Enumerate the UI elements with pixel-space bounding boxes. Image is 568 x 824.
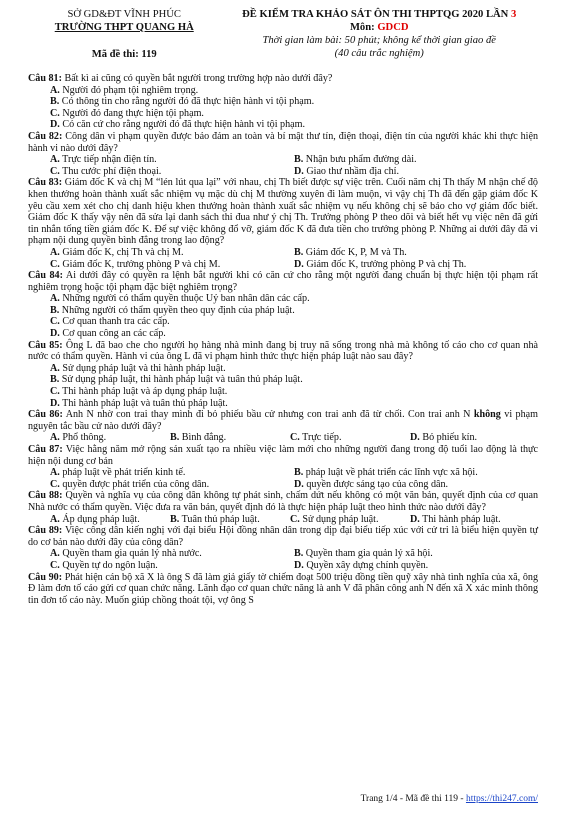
option-letter: B. [50, 304, 60, 316]
option-letter: A. [50, 548, 60, 560]
option-letter: B. [294, 548, 304, 560]
option-text: Có thông tin cho rằng người đó đã thực hiện hành vi tội phạm. [59, 96, 315, 108]
option-letter: B. [50, 96, 60, 108]
question-text: Công dân vi phạm quyền được bảo đảm an toàn và bí mật thư tín, điện thoại, điện tín của người khác khi thực hiện hành vi nào dưới đây? [28, 130, 538, 154]
options-row [28, 154, 538, 166]
option-letter: C. [290, 513, 300, 525]
option-letter: A. [50, 432, 60, 444]
option-c [50, 479, 294, 491]
option-d [294, 166, 538, 178]
option-letter: A. [50, 513, 60, 525]
question-text: Giám đốc K và chị M “lén lút qua lại” với nhau, chị Th biết được sự việc trên. Cuối năm chị Th thấy M nhận chế độ khen thưởng hoàn thành xuất sắc nhiệm vụ mặc dù chị M thường xuyên đi làm muộn, vì vậy chị Th đã đến gặp giám đốc K yêu cầu xem xét cho chị danh hiệu khen thưởng hoàn thành xuất sắc nhiệm vụ nếu không chị sẽ báo cho vợ giám đốc biết. Giám đốc K thấy vậy nên đã sửa lại danh sách thi đua như ý chị Th. Trưởng phòng P theo dõi và biết hết vụ việc nên đã gửi tin nhắn tống tiền giám đốc K. Để sự việc không đổ vỡ, giám đốc K đã đưa tiền cho trưởng phòng P. Những ai dưới đây đã vi phạm nội dung quyền bình đẳng trong lao động? [28, 177, 538, 247]
question-text: Quyền và nghĩa vụ của công dân không tự phát sinh, chấm dứt nếu không có một văn bản, quyết định của cơ quan Nhà nước có thẩm quyền. Việc đưa ra văn bản, quyết định đó là thực hiện pháp luật theo hình thức nào dưới đây? [28, 490, 538, 513]
option-a [50, 548, 294, 560]
option-letter: D. [294, 478, 304, 490]
option-text: Giám đốc K, P, M và Th. [303, 246, 407, 258]
option-text: Quyền xây dựng chính quyền. [303, 559, 429, 571]
option-text: Bỏ phiếu kín. [419, 432, 478, 444]
option-text: Cơ quan công an các cấp. [59, 328, 166, 340]
option-letter: C. [290, 432, 300, 444]
exam-code: Mã đề thi: 119 [91, 49, 157, 60]
option-d [28, 328, 538, 340]
option-letter: C. [50, 386, 60, 398]
question-text: Bất kì ai cũng có quyền bắt người trong trường hợp nào dưới đây? [61, 73, 333, 84]
option-b [170, 514, 290, 526]
header-right [220, 8, 538, 61]
option-text: Người đó phạm tội nghiêm trọng. [59, 84, 199, 96]
option-text: Quyền tham gia quản lý xã hội. [303, 548, 433, 560]
option-text: Sử dụng pháp luật và thi hành pháp luật. [59, 362, 226, 374]
option-text: Thi hành pháp luật. [419, 513, 501, 525]
option-letter: D. [50, 119, 60, 131]
option-b [170, 432, 290, 444]
question-90 [28, 572, 538, 607]
page-footer [0, 794, 538, 804]
option-letter: A. [50, 84, 60, 96]
question-count-note: (40 câu trắc nghiệm) [334, 48, 424, 59]
option-letter: B. [170, 513, 180, 525]
option-text: Phổ thông. [59, 432, 107, 444]
option-letter: C. [50, 316, 60, 328]
option-c [28, 316, 538, 328]
option-d [294, 560, 538, 572]
question-text: Anh N nhờ con trai thay mình đi bỏ phiếu bầu cử nhưng con trai anh đã từ chối. Con trai anh N [62, 409, 474, 421]
options-row [28, 166, 538, 178]
option-c [28, 108, 538, 120]
exam-body [28, 73, 538, 606]
option-letter: B. [294, 154, 304, 166]
question-text: Ông L đã bao che cho người họ hàng nhà mình đang bị truy nã sống trong nhà mà không tố cáo cho cơ quan nhà nước có thẩm quyền. Hành vi của ông L đã vi phạm hình thức thực hiện pháp luật nào sau đây? [28, 339, 538, 363]
option-b [28, 305, 538, 317]
options-row [28, 467, 538, 479]
option-text: Sử dụng pháp luật. [299, 513, 379, 525]
option-letter: A. [50, 246, 60, 258]
options-row [28, 548, 538, 560]
question-89 [28, 525, 538, 548]
option-text: Những người có thẩm quyền thuộc Uỷ ban nhân dân các cấp. [59, 293, 310, 305]
option-letter: C. [50, 559, 60, 571]
question-85 [28, 340, 538, 363]
question-text: Phát hiện cán bộ xã X là ông S đã làm giả giấy tờ chiếm đoạt 500 triệu đồng tiền quỹ xây nhà tình nghĩa của xã, ông Đ làm đơn tố cáo gửi cơ quan chức năng. Lãnh đạo cơ quan chức năng là anh V đã phân công anh N đến xã X xác minh thông tin đơn tố cáo này. Muốn giúp chồng thoát tội, vợ ông S [28, 571, 538, 606]
option-d [410, 514, 530, 526]
question-number: Câu 85: [28, 339, 63, 351]
question-number: Câu 87: [28, 444, 63, 455]
question-number: Câu 82: [28, 130, 63, 142]
option-letter: B. [294, 467, 304, 479]
question-text: Việc công dân kiến nghị với đại biểu Hội đồng nhân dân trong dịp đại biểu tiếp xúc với cử tri là biểu hiện quyền tự do cơ bản nào dưới đây của công dân? [28, 525, 539, 548]
option-text: Thi hành pháp luật và áp dụng pháp luật. [59, 386, 228, 398]
option-letter: B. [170, 432, 180, 444]
option-text: Giám đốc K, trưởng phòng P và chị Th. [303, 258, 467, 270]
option-text: Quyền tự do ngôn luận. [59, 559, 158, 571]
question-83 [28, 177, 538, 247]
option-letter: D. [294, 165, 304, 177]
question-number: Câu 88: [28, 490, 63, 502]
option-a [50, 154, 294, 166]
option-text: Cơ quan thanh tra các cấp. [59, 316, 170, 328]
option-letter: A. [50, 467, 60, 479]
time-note: Thời gian làm bài: 50 phút; không kể thời gian giao đề [262, 35, 496, 46]
option-c [50, 259, 294, 271]
option-letter: D. [50, 397, 60, 409]
options-row [28, 247, 538, 259]
option-text: pháp luật về phát triển các lĩnh vực xã hội. [303, 467, 478, 479]
question-number: Câu 89: [28, 525, 63, 537]
option-letter: B. [294, 246, 304, 258]
option-d [410, 432, 530, 444]
question-81 [28, 73, 538, 85]
option-a [28, 85, 538, 97]
exam-subject [220, 21, 538, 34]
option-text: Có căn cứ cho rằng người đó đã thực hiện hành vi tội phạm. [59, 119, 305, 131]
option-letter: B. [50, 374, 60, 386]
question-82 [28, 131, 538, 154]
question-number: Câu 83: [28, 177, 63, 189]
options-row [28, 479, 538, 491]
option-text: Giao thư nhầm địa chỉ. [303, 165, 399, 177]
option-a [28, 363, 538, 375]
option-letter: D. [50, 328, 60, 340]
school-name: TRƯỜNG THPT QUANG HÀ [54, 22, 194, 33]
option-b [294, 154, 538, 166]
subject-label: Môn: [349, 22, 375, 33]
exam-round-number: 3 [511, 9, 517, 20]
option-letter: D. [294, 559, 304, 571]
option-letter: D. [410, 432, 420, 444]
option-c [50, 166, 294, 178]
options-row [28, 432, 538, 444]
option-text: Trực tiếp nhận điện tín. [59, 154, 157, 166]
question-87 [28, 444, 538, 467]
option-letter: A. [50, 154, 60, 166]
option-text: Sử dụng pháp luật, thi hành pháp luật và tuân thủ pháp luật. [59, 374, 303, 386]
question-number: Câu 84: [28, 270, 63, 282]
footer-link[interactable]: https://thi247.com/ [465, 794, 538, 804]
question-86 [28, 409, 538, 432]
option-letter: D. [410, 513, 420, 525]
option-letter: A. [50, 293, 60, 305]
option-d [294, 479, 538, 491]
option-text: Người đó đang thực hiện tội phạm. [59, 107, 204, 119]
subject-name: GDCD [377, 22, 409, 33]
option-text: Áp dụng pháp luật. [59, 513, 140, 525]
option-letter: C. [50, 478, 60, 490]
question-84 [28, 270, 538, 293]
department-name: SỞ GD&ĐT VĨNH PHÚC [67, 9, 181, 20]
option-text: Tuân thủ pháp luật. [179, 513, 260, 525]
question-keyword: không [473, 409, 501, 421]
option-text: Trực tiếp. [299, 432, 342, 444]
option-letter: C. [50, 258, 60, 270]
option-text: Quyền tham gia quản lý nhà nước. [59, 548, 202, 560]
options-row [28, 560, 538, 572]
question-88 [28, 490, 538, 513]
option-letter: C. [50, 165, 60, 177]
question-number: Câu 81: [28, 73, 62, 84]
option-text: pháp luật về phát triển kinh tế. [59, 467, 186, 479]
option-text: Thu cước phí điện thoại. [59, 165, 162, 177]
footer-text: Trang 1/4 - Mã đề thi 119 - [360, 794, 466, 804]
option-letter: A. [50, 362, 60, 374]
option-c [28, 386, 538, 398]
option-c [50, 560, 294, 572]
exam-title [220, 8, 538, 21]
question-text: vi phạm nguyên tắc bầu cử nào dưới đây? [28, 409, 538, 432]
question-text: Ai dưới đây có quyền ra lệnh bắt người khi có căn cứ cho rằng một người đang chuẩn bị thực hiện tội phạm rất nghiêm trọng hoặc tội phạm đặc biệt nghiêm trọng? [28, 270, 538, 293]
option-b [28, 374, 538, 386]
option-b [28, 96, 538, 108]
option-d [294, 259, 538, 271]
option-text: quyền được sáng tạo của công dân. [303, 478, 449, 490]
option-d [28, 398, 538, 410]
option-letter: D. [294, 258, 304, 270]
option-letter: C. [50, 107, 60, 119]
option-b [294, 247, 538, 259]
option-a [50, 467, 294, 479]
option-a [50, 247, 294, 259]
option-c [290, 432, 410, 444]
exam-title-text: ĐỀ KIỂM TRA KHẢO SÁT ÔN THI THPTQG 2020 LẦN [242, 9, 509, 20]
option-text: Những người có thẩm quyền theo quy định của pháp luật. [59, 304, 295, 316]
option-text: Thi hành pháp luật và tuân thủ pháp luật. [59, 397, 228, 409]
option-text: Nhận bưu phẩm đường dài. [303, 154, 417, 166]
option-b [294, 467, 538, 479]
option-a [50, 514, 170, 526]
option-c [290, 514, 410, 526]
option-d [28, 119, 538, 131]
option-b [294, 548, 538, 560]
option-a [50, 432, 170, 444]
question-number: Câu 90: [28, 571, 63, 583]
option-text: Giám đốc K, trưởng phòng P và chị M. [59, 258, 221, 270]
options-row [28, 514, 538, 526]
exam-header [28, 8, 538, 61]
option-a [28, 293, 538, 305]
question-number: Câu 86: [28, 409, 63, 421]
question-text: Việc hằng năm mở rộng sản xuất tạo ra nhiều việc làm mới cho những người đang trong độ tuổi lao động là thực hiện nội dung cơ bản [28, 444, 538, 467]
header-left [28, 8, 220, 61]
option-text: Bình đẳng. [179, 432, 227, 444]
option-text: Giám đốc K, chị Th và chị M. [59, 246, 184, 258]
option-text: quyền được phát triển của công dân. [59, 478, 210, 490]
options-row [28, 259, 538, 271]
